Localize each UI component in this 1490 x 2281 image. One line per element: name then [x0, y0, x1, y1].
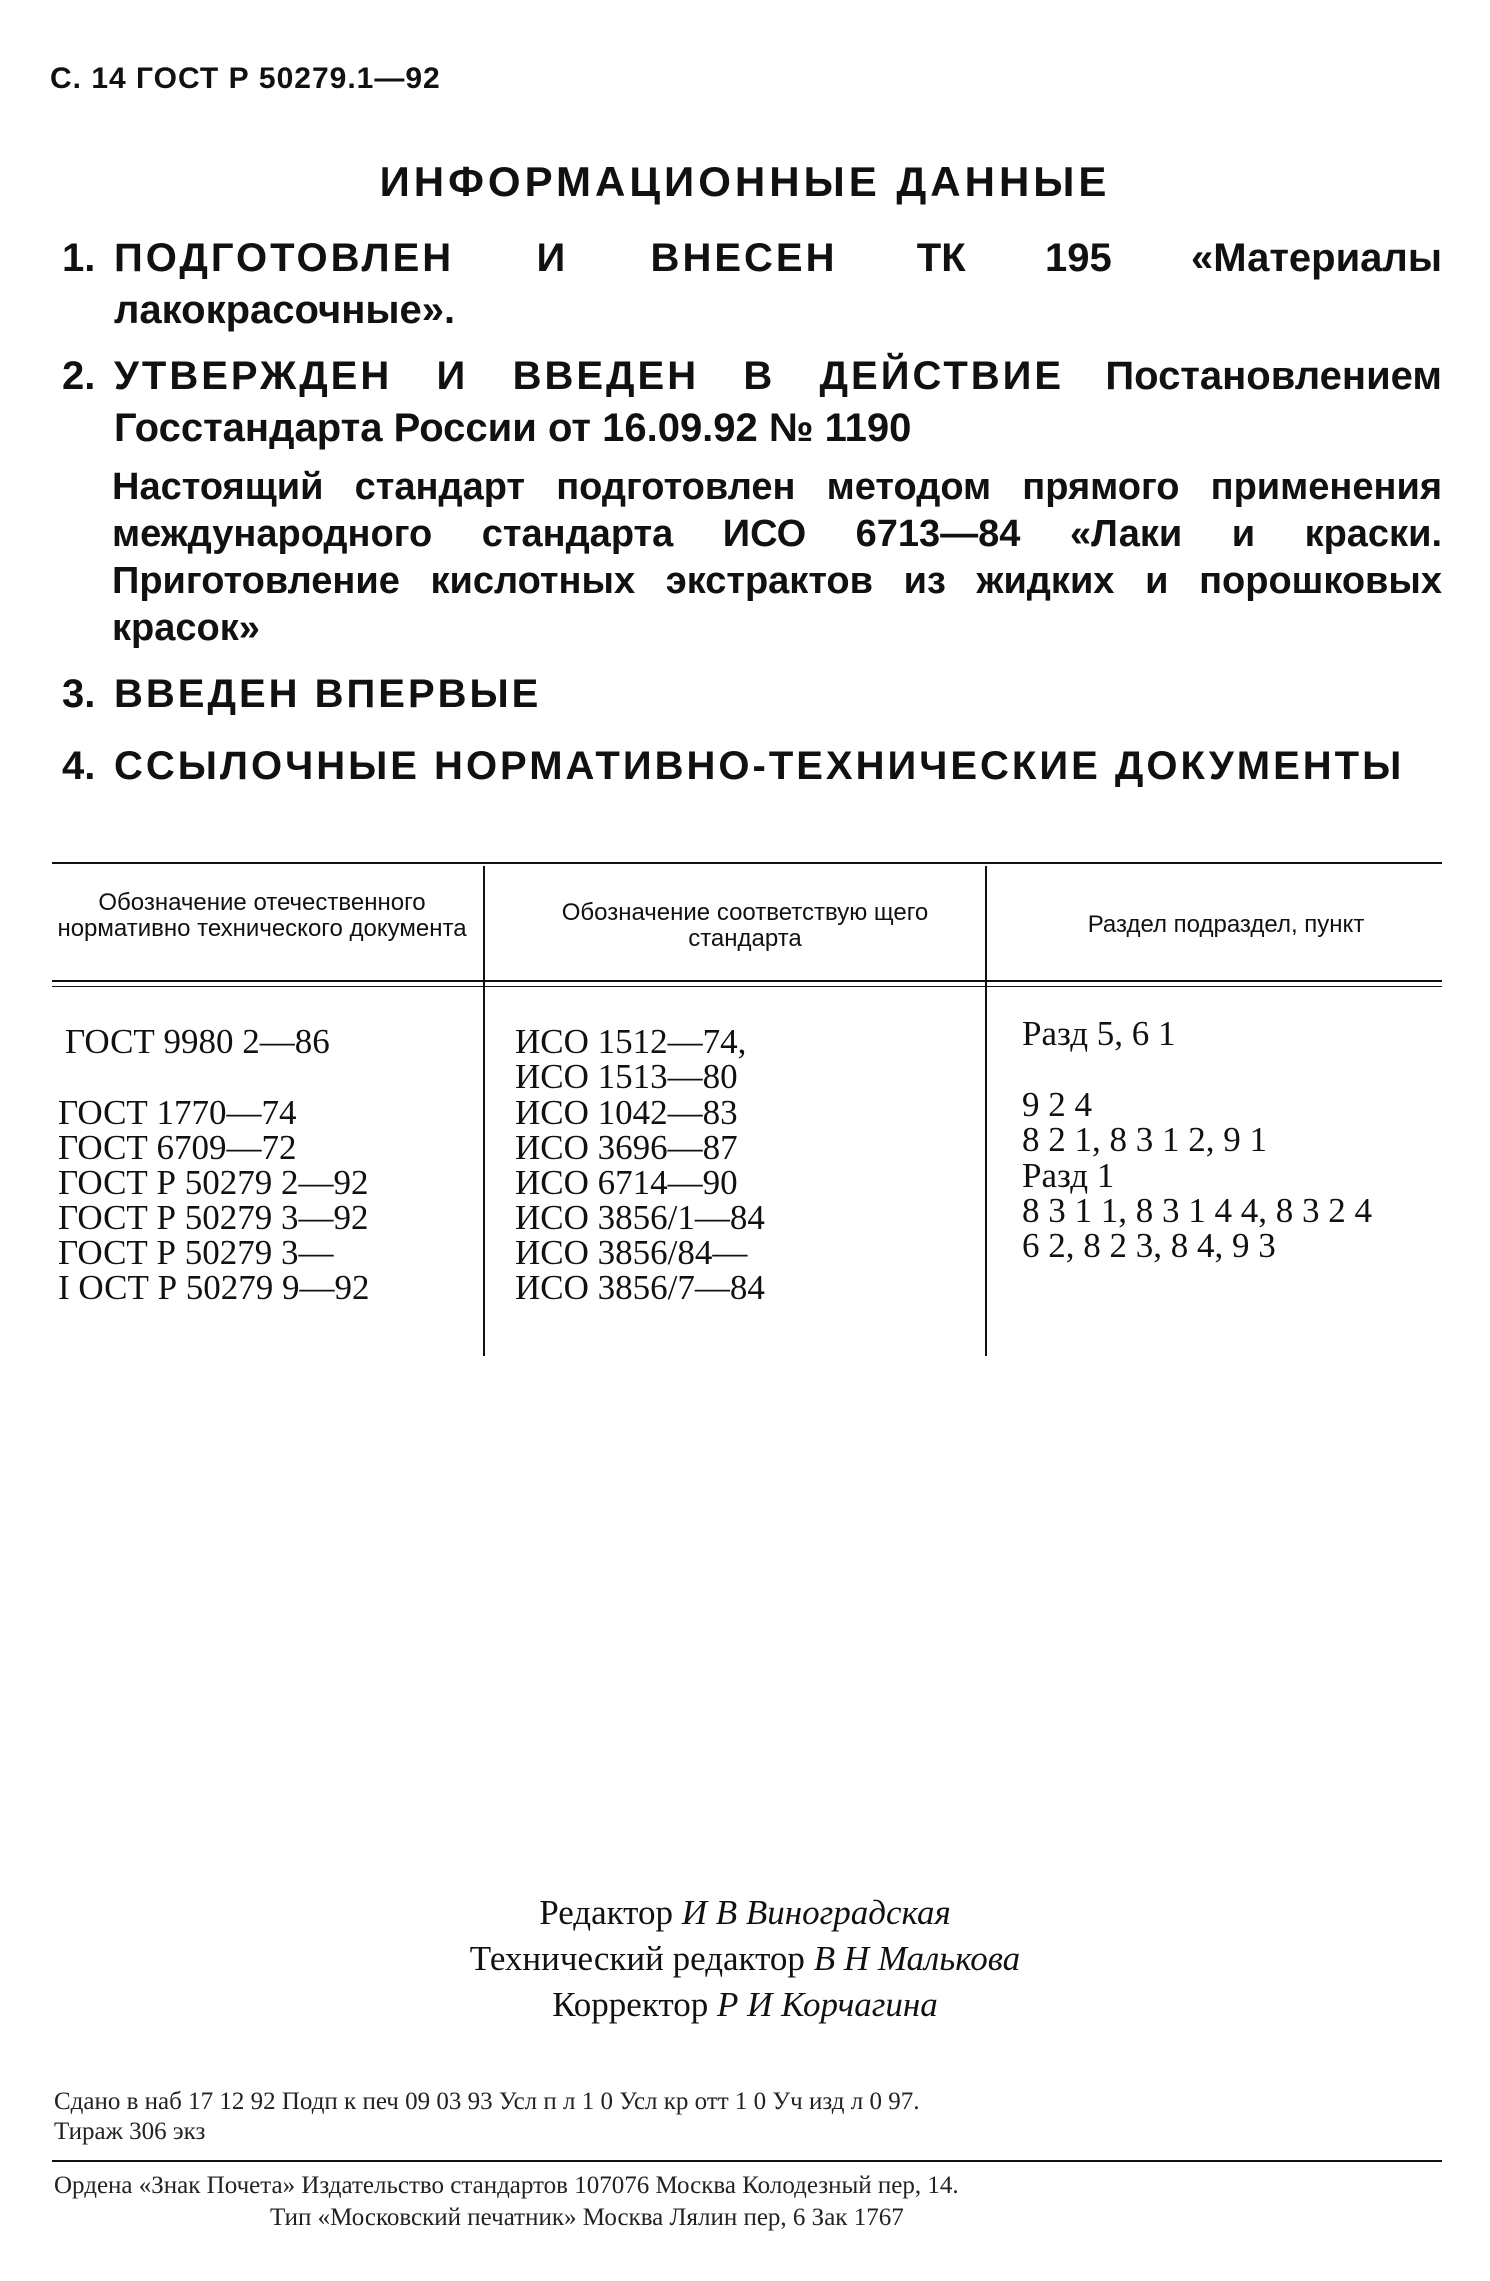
credit-tech-editor: [0, 1936, 1490, 1982]
info-item-3: [62, 668, 1442, 724]
table-cell-standard: ИСО 1042—83: [515, 1093, 738, 1132]
credit-name: И В Виноградская: [681, 1893, 951, 1932]
table-cell-domestic: ГОСТ 6709—72: [58, 1128, 297, 1167]
page-header: С. 14 ГОСТ Р 50279.1—92: [50, 62, 441, 95]
table-cell-domestic: ГОСТ Р 50279 3—92: [58, 1198, 369, 1237]
table-header-standard: Обозначение соответствую щего стандарта: [561, 899, 929, 952]
item-number: 4.: [62, 744, 96, 788]
credit-name: Р И Корчагина: [716, 1985, 938, 2024]
imprint-line-2: Тираж 306 экз: [54, 2118, 206, 2145]
credits: [0, 1890, 1490, 2028]
info-item-2: [62, 350, 1442, 460]
table-cell-standard: ИСО 1513—80: [515, 1057, 738, 1096]
table-cell-section: 6 2, 8 2 3, 8 4, 9 3: [1022, 1226, 1276, 1265]
table-cell-standard: ИСО 6714—90: [515, 1163, 738, 1202]
table-cell-domestic: ГОСТ Р 50279 2—92: [58, 1163, 369, 1202]
table-cell-standard: ИСО 3856/1—84: [515, 1198, 765, 1237]
credit-role: Технический редактор: [469, 1939, 805, 1978]
table-cell-section: 8 3 1 1, 8 3 1 4 4, 8 3 2 4: [1022, 1191, 1372, 1230]
item-text: [114, 232, 1442, 336]
table-top-rule: [52, 862, 1442, 864]
table-header-rule: [52, 980, 1442, 982]
imprint-line-3: Ордена «Знак Почета» Издательство стандартов 107076 Москва Колодезный пер, 14.: [54, 2172, 959, 2199]
table-cell-domestic: ГОСТ 9980 2—86: [65, 1022, 330, 1061]
table-cell-section: Разд 5, 6 1: [1022, 1014, 1176, 1053]
item-text: [114, 350, 1442, 454]
table-header-domestic: Обозначение отечественного нормативно технического документа: [57, 889, 467, 942]
item-lead: ВВЕДЕН ВПЕРВЫЕ: [114, 672, 542, 716]
table-divider-1: [483, 866, 485, 1356]
table-cell-section: 9 2 4: [1022, 1085, 1092, 1124]
credit-role: Корректор: [552, 1985, 709, 2024]
table-cell-standard: ИСО 1512—74,: [515, 1022, 747, 1061]
credit-role: Редактор: [539, 1893, 673, 1932]
item-number: 3.: [62, 672, 96, 716]
item-lead: ССЫЛОЧНЫЕ НОРМАТИВНО-ТЕХНИЧЕСКИЕ ДОКУМЕНТЫ: [114, 744, 1405, 788]
table-cell-standard: ИСО 3856/7—84: [515, 1268, 765, 1307]
table-cell-domestic: ГОСТ 1770—74: [58, 1093, 297, 1132]
imprint-line-4: Тип «Московский печатник» Москва Лялин пер, 6 Зак 1767: [270, 2204, 904, 2231]
imprint-rule: [52, 2160, 1442, 2162]
info-item-1: [62, 232, 1442, 342]
table-cell-section: Разд 1: [1022, 1156, 1115, 1195]
item-text: [114, 668, 1442, 720]
table-divider-2: [985, 866, 987, 1356]
item-rest: ТК 195 «Материалы лакокрасочные».: [114, 236, 1442, 332]
item-lead: УТВЕРЖДЕН И ВВЕДЕН В ДЕЙСТВИЕ: [114, 354, 1065, 398]
table-cell-domestic: I ОСТ Р 50279 9—92: [58, 1268, 370, 1307]
standard-note: Настоящий стандарт подготовлен методом прямого применения международного стандарта ИСО 6713—84 «Лаки и краски. Приготовление кислотных экстрактов из жидких и порошковых красок»: [112, 466, 1442, 649]
item-text: [114, 740, 1442, 792]
table-cell-standard: ИСО 3856/84—: [515, 1233, 748, 1272]
imprint-line-1: Сдано в наб 17 12 92 Подп к печ 09 03 93 Усл п л 1 0 Усл кр отт 1 0 Уч изд л 0 97.: [54, 2088, 920, 2115]
credit-editor: [0, 1890, 1490, 1936]
table-header-section: Раздел подраздел, пункт: [1087, 911, 1365, 938]
item-rest: Постановлением Госстандарта России от 16.09.92 № 1190: [114, 354, 1442, 450]
credit-corrector: [0, 1982, 1490, 2028]
table-cell-section: 8 2 1, 8 3 1 2, 9 1: [1022, 1120, 1267, 1159]
table-cell-domestic: ГОСТ Р 50279 3—: [58, 1233, 334, 1272]
item-number: 1.: [62, 236, 96, 280]
table-header-rule-2: [52, 986, 1442, 987]
item-number: 2.: [62, 354, 96, 398]
page-title: ИНФОРМАЦИОННЫЕ ДАННЫЕ: [379, 158, 1111, 205]
item-lead: ПОДГОТОВЛЕН И ВНЕСЕН: [114, 236, 838, 280]
info-item-4: [62, 740, 1442, 850]
credit-name: В Н Малькова: [813, 1939, 1021, 1978]
table-cell-standard: ИСО 3696—87: [515, 1128, 738, 1167]
